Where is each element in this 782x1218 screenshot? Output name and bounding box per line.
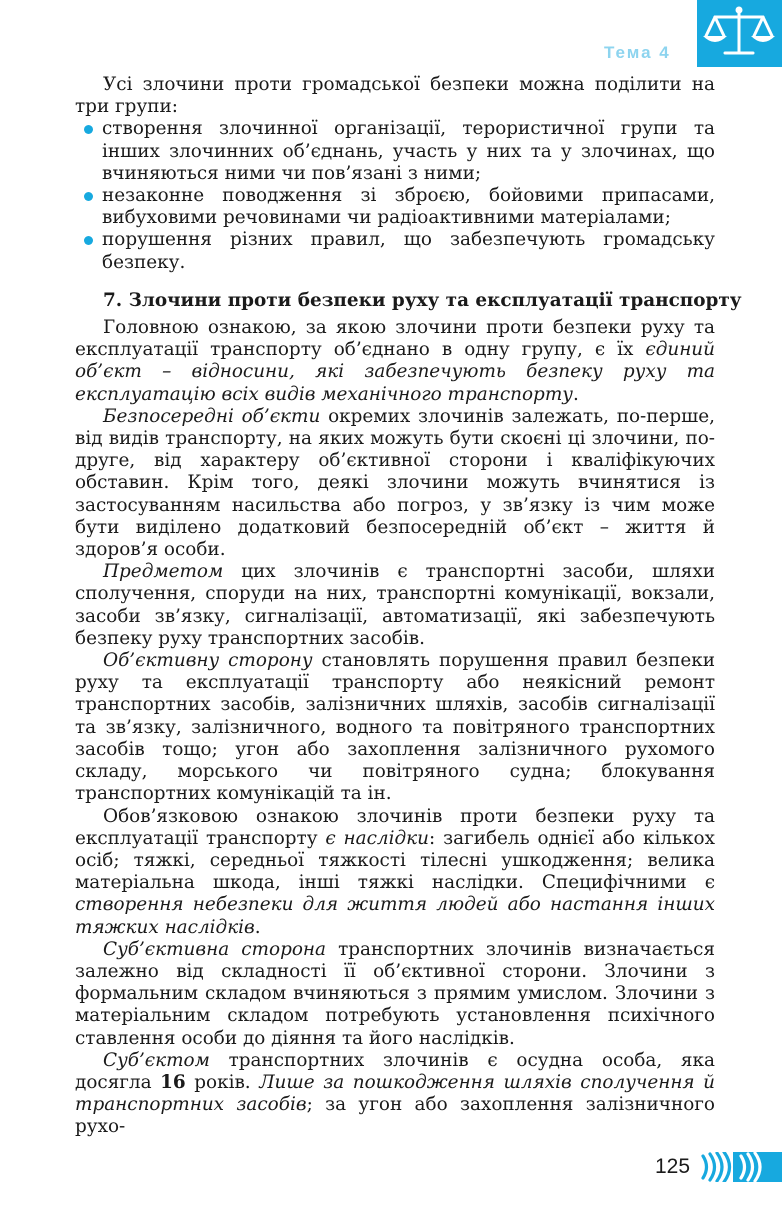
scales-of-justice-icon <box>697 0 782 67</box>
intro-paragraph: Усі злочини проти громадської безпеки можна поділити на три групи: <box>75 74 715 118</box>
topic-label: Тема 4 <box>604 43 671 62</box>
bullet-item: створення злочинної організації, терористичної групи та інших злочинних об’єднань, участь у них та у злочинах, що вчиняються ними чи пов’язані з ними; <box>75 118 715 185</box>
paragraph: Головною ознакою, за якою злочини проти безпеки руху та експлуатації транспорту об’єднано в одну групу, є їх єдиний об’єкт – відносини, які забезпечують безпеку руху та експлуатацію всіх видів механічного транспорту. <box>75 317 715 405</box>
paragraph: Безпосередні об’єкти окремих злочинів залежать, по-перше, від видів транспорту, на яких можуть бути скоєні ці злочини, по-друге, від характеру об’єктивної сторони і кваліфікуючих обставин. Крім того, деякі злочини можуть вчинятися із застосуванням насильства або погроз, у зв’язку із чим може бути виділено додатковий безпосередній об’єкт – життя й здоров’я особи. <box>75 405 715 561</box>
bullet-item: порушення різних правил, що забезпечують громадську безпеку. <box>75 229 715 273</box>
paragraph: Суб’єктивна сторона транспортних злочинів визначається залежно від складності її об’єктивної сторони. Злочини з формальним складом вчиняються з прямим умислом. Злочини з матеріальним складом потребують установлення психічного ставлення особи до діяння та його наслідків. <box>75 938 715 1049</box>
topic-tab <box>697 0 782 67</box>
bullet-item: незаконне поводження зі зброєю, бойовими припасами, вибуховими речовинами чи радіоактивними матеріалами; <box>75 185 715 229</box>
bullet-dot-icon <box>84 125 93 134</box>
paragraph: Обов’язковою ознакою злочинів проти безпеки руху та експлуатації транспорту є наслідки: загибель однієї або кількох осіб; тяжкі, середньої тяжкості тілесні ушкодження; велика матеріальна шкода, інші тяжкі наслідки. Специфічними є створення небезпеки для життя людей або настання інших тяжких наслідків. <box>75 805 715 938</box>
bullet-list <box>75 118 715 273</box>
bullet-dot-icon <box>84 192 93 201</box>
signal-waves-icon <box>697 1152 782 1182</box>
page-body <box>75 74 742 1139</box>
paragraph: Суб’єктом транспортних злочинів є осудна особа, яка досягла 16 років. Лише за пошкодження шляхів сполучення й транспортних засобів; за угон або захоплення залізничного рухо- <box>75 1049 715 1138</box>
paragraph: Предметом цих злочинів є транспортні засоби, шляхи сполучення, споруди на них, транспортні комунікації, вокзали, засоби зв’язку, сигналізації, автоматизації, які забезпечують безпеку руху транспортних засобів. <box>75 561 715 649</box>
bullet-dot-icon <box>84 236 93 245</box>
page-number: 125 <box>655 1155 691 1178</box>
section-heading: 7. Злочини проти безпеки руху та експлуатації транспорту <box>103 289 742 311</box>
paragraph: Об’єктивну сторону становлять порушення правил безпеки руху та експлуатації транспорту або неякісний ремонт транспортних засобів, залізничних шляхів, засобів сигналізації та зв’язку, залізничного, водного та повітряного транспортних засобів тощо; угон або захоплення залізничного рухомого складу, морського чи повітряного судна; блокування транспортних комунікацій та ін. <box>75 650 716 805</box>
